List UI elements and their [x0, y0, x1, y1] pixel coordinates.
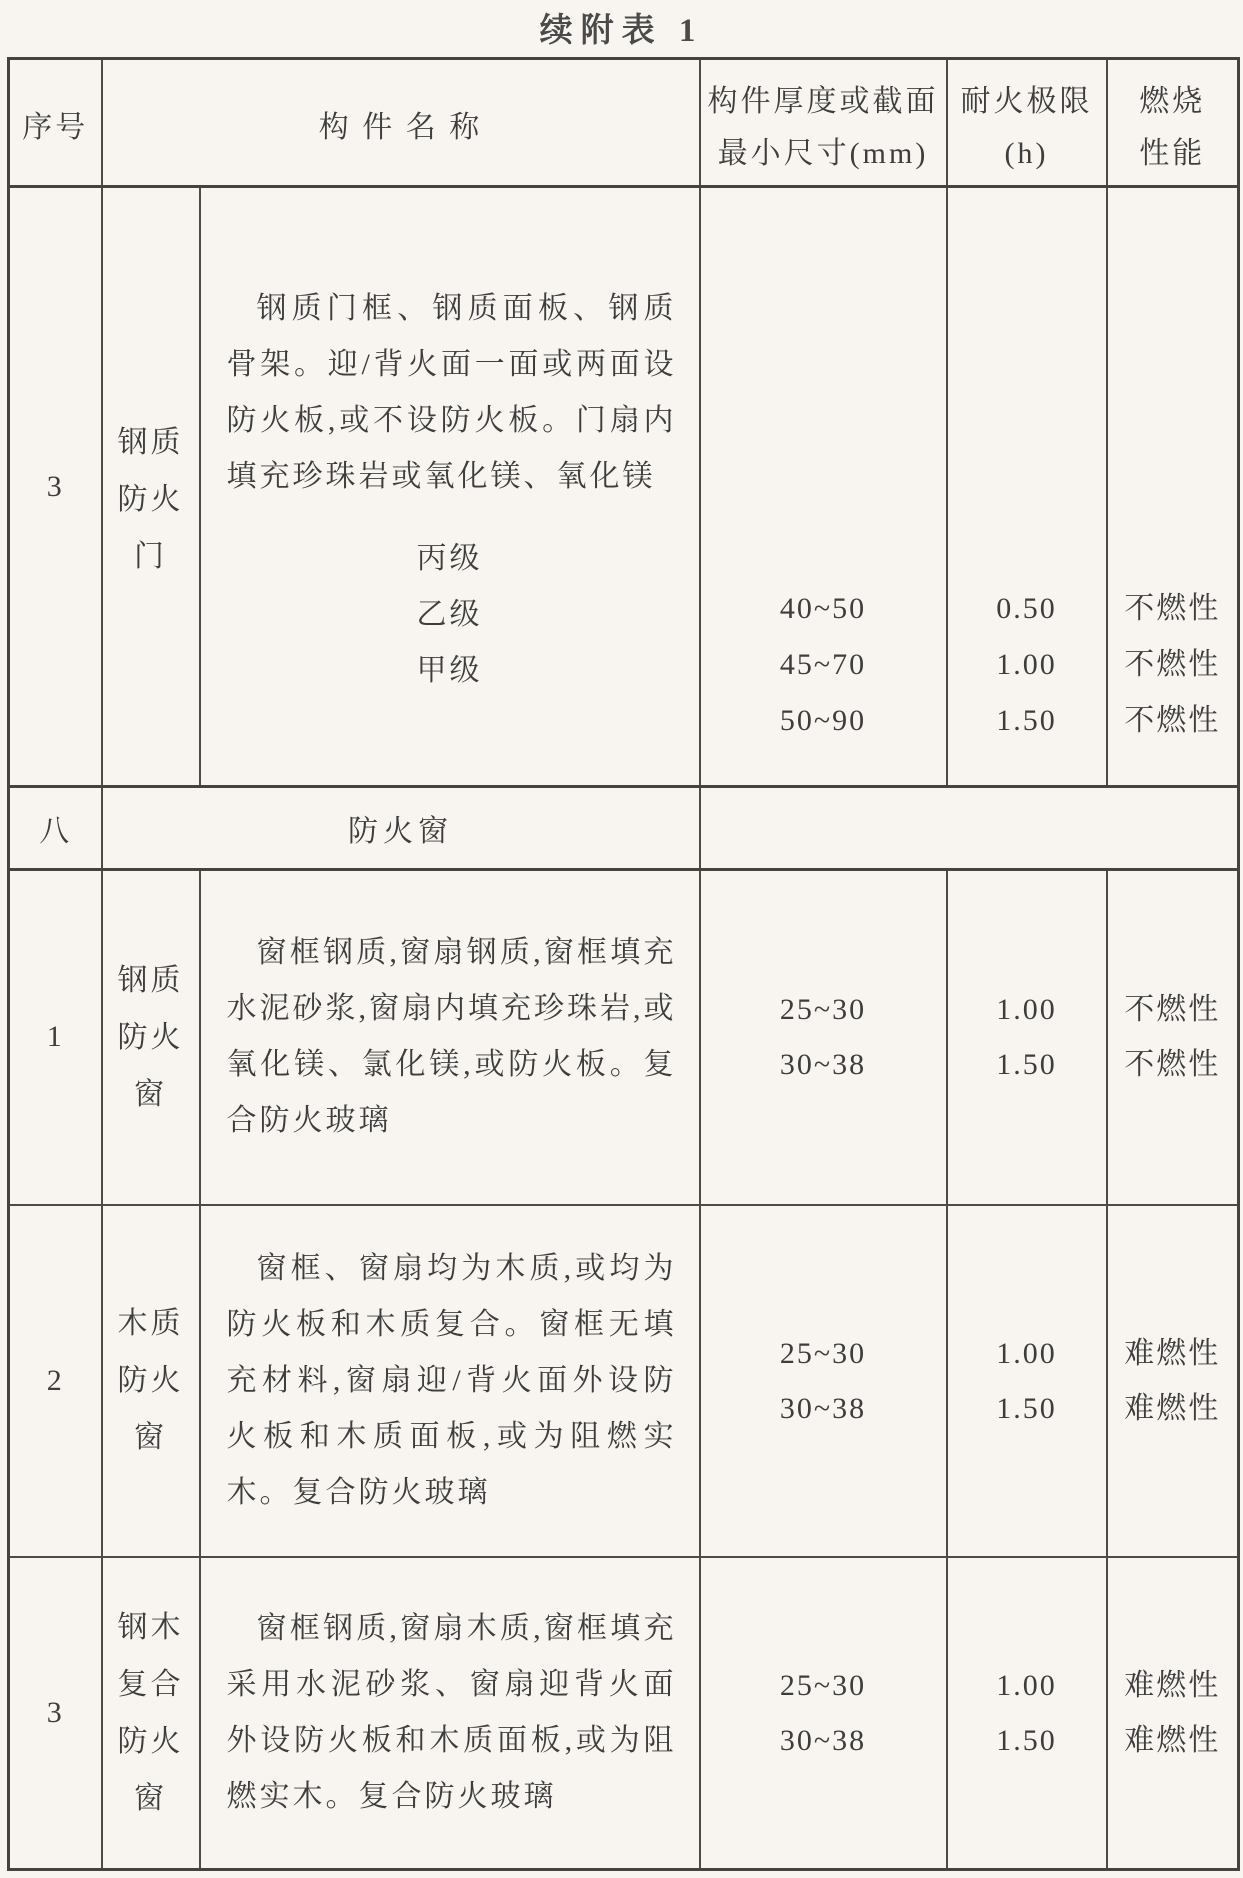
door-name-line: 防火: [117, 483, 184, 516]
window2-name-line: 窗: [134, 1421, 167, 1454]
door-combustibility-values: [1108, 581, 1238, 749]
fire-resistance-table: [7, 57, 1240, 1871]
window1-combustibility-cell: [1107, 870, 1239, 1205]
window3-description: 窗框钢质,窗扇木质,窗框填充采用水泥砂浆、窗扇迎背火面外设防火板和木质面板,或为阻燃实木。复合防火玻璃: [226, 1611, 677, 1813]
door-name-line: 钢质: [117, 426, 184, 459]
window2-name-line: 木质: [117, 1307, 184, 1340]
door-thickness: 50~90: [779, 704, 867, 737]
window1-fire-limit: 1.50: [996, 1048, 1057, 1082]
door-combustibility: 不燃性: [1124, 704, 1221, 737]
window2-thickness: 30~38: [779, 1391, 867, 1425]
door-thickness-cell: [700, 187, 947, 787]
window2-combustibility: 难燃性: [1124, 1336, 1221, 1370]
window2-fire-limit: 1.50: [996, 1391, 1057, 1425]
window2-fire-limit: 1.00: [996, 1336, 1057, 1370]
table-row-steel-fire-door: [9, 187, 1239, 787]
door-fire-limit: 0.50: [996, 592, 1057, 625]
door-combustibility-cell: [1107, 187, 1239, 787]
window3-fire-limit: 1.50: [996, 1723, 1057, 1757]
window1-name-line: 窗: [134, 1077, 167, 1111]
window3-fire-limit-cell: [947, 1557, 1107, 1870]
window1-name-line: 钢质: [117, 963, 184, 997]
window3-name-line: 钢木: [117, 1610, 184, 1644]
door-fire-limit-cell: [947, 187, 1107, 787]
window2-combustibility-cell: [1107, 1205, 1239, 1557]
door-fire-limit: 1.50: [996, 704, 1057, 737]
window1-combustibility: 不燃性: [1124, 1048, 1221, 1082]
window3-name-line: 复合: [117, 1667, 184, 1701]
window1-thickness: 25~30: [779, 993, 867, 1027]
door-description-cell: [200, 187, 700, 787]
window1-combustibility: 不燃性: [1124, 993, 1221, 1027]
door-thickness: 45~70: [779, 648, 867, 681]
table-row-steel-wood-fire-window: [9, 1557, 1239, 1870]
header-fire-limit-line1: 耐火极限: [960, 84, 1093, 118]
window1-name-line: 防火: [117, 1020, 184, 1054]
header-combustibility-line1: 燃烧: [1139, 84, 1206, 118]
table-header-row: [9, 59, 1239, 187]
window2-seq: 2: [9, 1205, 102, 1557]
page-title: 续附表 1: [539, 13, 704, 49]
window1-fire-limit-cell: [947, 870, 1107, 1205]
header-thickness-line1: 构件厚度或截面: [707, 84, 939, 118]
header-combustibility-line2: 性能: [1139, 136, 1206, 170]
door-combustibility: 不燃性: [1124, 648, 1221, 681]
door-grade-list: [201, 531, 699, 699]
window2-thickness: 25~30: [779, 1336, 867, 1370]
window1-description: 窗框钢质,窗扇钢质,窗框填充水泥砂浆,窗扇内填充珍珠岩,或氧化镁、氯化镁,或防火板。复合防火玻璃: [226, 936, 677, 1138]
window1-fire-limit: 1.00: [996, 993, 1057, 1027]
window2-name: [102, 1205, 200, 1557]
window2-thickness-cell: [700, 1205, 947, 1557]
header-thickness-line2: 最小尺寸(mm): [717, 136, 929, 170]
header-thickness: [700, 59, 947, 187]
window3-description-cell: [200, 1557, 700, 1870]
header-fire-limit-line2: (h): [1004, 136, 1049, 170]
door-combustibility: 不燃性: [1124, 592, 1221, 625]
window3-name: [102, 1557, 200, 1870]
door-seq: 3: [9, 187, 102, 787]
door-description: 钢质门框、钢质面板、钢质骨架。迎/背火面一面或两面设防火板,或不设防火板。门扇内填充珍珠岩或氧化镁、氧化镁: [226, 292, 677, 493]
window3-seq: 3: [9, 1557, 102, 1870]
table-row-wood-fire-window: [9, 1205, 1239, 1557]
door-fire-limit: 1.00: [996, 648, 1057, 681]
door-grade: 甲级: [416, 654, 483, 687]
window1-name: [102, 870, 200, 1205]
window3-fire-limit: 1.00: [996, 1668, 1057, 1702]
door-name: [102, 187, 200, 787]
window2-description-cell: [200, 1205, 700, 1557]
window3-combustibility: 难燃性: [1124, 1723, 1221, 1757]
section-title: 防火窗: [102, 787, 700, 870]
window2-name-line: 防火: [117, 1364, 184, 1397]
table-row-steel-fire-window: [9, 870, 1239, 1205]
door-grade: 乙级: [416, 598, 483, 631]
section-seq: 八: [9, 787, 102, 870]
door-fire-limit-values: [948, 581, 1106, 749]
door-thickness-values: [701, 581, 946, 749]
window1-seq: 1: [9, 870, 102, 1205]
door-grade: 丙级: [416, 542, 483, 575]
window3-thickness: 30~38: [779, 1723, 867, 1757]
window3-name-line: 窗: [134, 1781, 167, 1815]
door-name-line: 门: [134, 540, 167, 573]
window1-description-cell: [200, 870, 700, 1205]
section-empty-cell: [700, 787, 1239, 870]
window3-thickness: 25~30: [779, 1668, 867, 1702]
header-fire-limit: [947, 59, 1107, 187]
header-component-name: 构 件 名 称: [102, 59, 700, 187]
window3-combustibility: 难燃性: [1124, 1668, 1221, 1702]
window3-combustibility-cell: [1107, 1557, 1239, 1870]
section-row-fire-windows: [9, 787, 1239, 870]
window1-thickness-cell: [700, 870, 947, 1205]
window1-thickness: 30~38: [779, 1048, 867, 1082]
window3-name-line: 防火: [117, 1724, 184, 1758]
header-combustibility: [1107, 59, 1239, 187]
window3-thickness-cell: [700, 1557, 947, 1870]
window2-fire-limit-cell: [947, 1205, 1107, 1557]
door-thickness: 40~50: [779, 592, 867, 625]
header-seq: 序号: [9, 59, 102, 187]
window2-description: 窗框、窗扇均为木质,或均为防火板和木质复合。窗框无填充材料,窗扇迎/背火面外设防火板和木质面板,或为阻燃实木。复合防火玻璃: [226, 1251, 677, 1509]
window2-combustibility: 难燃性: [1124, 1391, 1221, 1425]
